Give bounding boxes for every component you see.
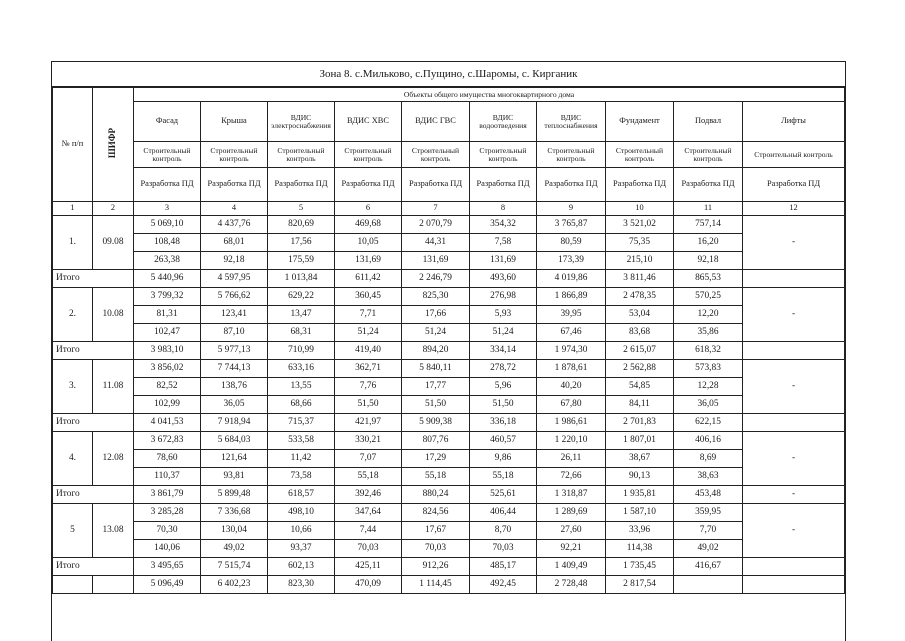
value-cell: 110,37 <box>134 468 201 486</box>
value-cell: 51,50 <box>470 396 537 414</box>
value-cell: 102,99 <box>134 396 201 414</box>
value-cell: 102,47 <box>134 324 201 342</box>
total-label: Итого <box>53 270 134 288</box>
total-value: 894,20 <box>402 342 470 360</box>
value-cell: 8,70 <box>470 522 537 540</box>
value-cell: 820,69 <box>268 216 335 234</box>
header-objects-title: Объекты общего имущества многоквартирного дома <box>134 88 845 102</box>
value-cell: 823,30 <box>268 576 335 594</box>
total-value: 334,14 <box>470 342 537 360</box>
control-label: Строительный контроль <box>268 142 335 168</box>
value-cell: 70,03 <box>470 540 537 558</box>
value-cell: 469,68 <box>335 216 402 234</box>
value-cell: 633,16 <box>268 360 335 378</box>
column-number: 1 <box>53 202 93 216</box>
total-value: 4 019,86 <box>537 270 606 288</box>
table-row <box>53 522 845 540</box>
value-cell: 130,04 <box>201 522 268 540</box>
value-cell: 825,30 <box>402 288 470 306</box>
value-cell: 93,81 <box>201 468 268 486</box>
total-value: 1 318,87 <box>537 486 606 504</box>
value-cell: 359,95 <box>674 504 743 522</box>
value-cell: 55,18 <box>470 468 537 486</box>
total-value: 3 861,79 <box>134 486 201 504</box>
value-cell: 5 766,62 <box>201 288 268 306</box>
total-row <box>53 486 845 504</box>
value-cell: 49,02 <box>674 540 743 558</box>
column-number: 10 <box>606 202 674 216</box>
column-header: Подвал <box>674 102 743 142</box>
control-label: Строительный контроль <box>674 142 743 168</box>
table-row <box>53 216 845 234</box>
value-cell: 824,56 <box>402 504 470 522</box>
value-cell: 17,56 <box>268 234 335 252</box>
dev-label: Разработка ПД <box>268 168 335 202</box>
value-cell: 83,68 <box>606 324 674 342</box>
row-number: 2. <box>53 288 93 342</box>
value-cell: 84,11 <box>606 396 674 414</box>
total-value: 710,99 <box>268 342 335 360</box>
row-number <box>53 576 93 594</box>
value-cell: 570,25 <box>674 288 743 306</box>
total-value: 336,18 <box>470 414 537 432</box>
value-cell: 92,21 <box>537 540 606 558</box>
value-cell: 5 684,03 <box>201 432 268 450</box>
value-cell: 67,46 <box>537 324 606 342</box>
row-number: 3. <box>53 360 93 414</box>
document-title: Зона 8. с.Мильково, с.Пущино, с.Шаромы, с. Кирганик <box>52 62 845 87</box>
value-cell: 11,42 <box>268 450 335 468</box>
column-number: 5 <box>268 202 335 216</box>
total-value: 2 615,07 <box>606 342 674 360</box>
column-header: Лифты <box>743 102 845 142</box>
value-cell: 276,98 <box>470 288 537 306</box>
value-cell: 51,24 <box>335 324 402 342</box>
value-cell: 362,71 <box>335 360 402 378</box>
value-cell: 87,10 <box>201 324 268 342</box>
value-cell: 53,04 <box>606 306 674 324</box>
total-value: 880,24 <box>402 486 470 504</box>
total-value: 392,46 <box>335 486 402 504</box>
value-cell: 2 562,88 <box>606 360 674 378</box>
value-cell: 354,32 <box>470 216 537 234</box>
value-cell: 5,96 <box>470 378 537 396</box>
total-value: 715,37 <box>268 414 335 432</box>
value-cell: 35,86 <box>674 324 743 342</box>
value-cell: 5 069,10 <box>134 216 201 234</box>
table-row <box>53 396 845 414</box>
column-header: ВДИС ХВС <box>335 102 402 142</box>
table-row <box>53 234 845 252</box>
value-cell: 6 402,23 <box>201 576 268 594</box>
value-cell: 360,45 <box>335 288 402 306</box>
total-value <box>743 558 845 576</box>
value-cell: 460,57 <box>470 432 537 450</box>
value-cell <box>743 576 845 594</box>
value-cell: 3 672,83 <box>134 432 201 450</box>
table-row <box>53 504 845 522</box>
value-cell: 7,44 <box>335 522 402 540</box>
total-value: 421,97 <box>335 414 402 432</box>
dev-label: Разработка ПД <box>335 168 402 202</box>
value-cell: 138,76 <box>201 378 268 396</box>
total-label: Итого <box>53 414 134 432</box>
value-cell: 68,66 <box>268 396 335 414</box>
value-cell: 330,21 <box>335 432 402 450</box>
value-cell: 54,85 <box>606 378 674 396</box>
value-cell: 498,10 <box>268 504 335 522</box>
value-cell: 81,31 <box>134 306 201 324</box>
table-row <box>53 360 845 378</box>
value-cell: 492,45 <box>470 576 537 594</box>
value-cell: 55,18 <box>335 468 402 486</box>
value-cell <box>674 576 743 594</box>
value-cell: 33,96 <box>606 522 674 540</box>
column-number: 9 <box>537 202 606 216</box>
value-cell: 13,55 <box>268 378 335 396</box>
total-value: 912,26 <box>402 558 470 576</box>
value-cell: 44,31 <box>402 234 470 252</box>
value-cell: 68,01 <box>201 234 268 252</box>
value-cell: 73,58 <box>268 468 335 486</box>
total-value: 5 977,13 <box>201 342 268 360</box>
value-cell: 7,70 <box>674 522 743 540</box>
value-cell: 140,06 <box>134 540 201 558</box>
value-cell: 114,38 <box>606 540 674 558</box>
value-cell: 7,76 <box>335 378 402 396</box>
lifts-value: - <box>743 360 845 414</box>
value-cell: 92,18 <box>674 252 743 270</box>
value-cell: 93,37 <box>268 540 335 558</box>
value-cell: 78,60 <box>134 450 201 468</box>
dev-label: Разработка ПД <box>201 168 268 202</box>
value-cell: 10,05 <box>335 234 402 252</box>
value-cell: 131,69 <box>335 252 402 270</box>
table-row <box>53 378 845 396</box>
value-cell: 39,95 <box>537 306 606 324</box>
value-cell: 40,20 <box>537 378 606 396</box>
value-cell: 17,29 <box>402 450 470 468</box>
total-row <box>53 414 845 432</box>
total-value: 7 515,74 <box>201 558 268 576</box>
total-value: 1 013,84 <box>268 270 335 288</box>
value-cell: 807,76 <box>402 432 470 450</box>
value-cell: 5,93 <box>470 306 537 324</box>
value-cell: 80,59 <box>537 234 606 252</box>
value-cell: 215,10 <box>606 252 674 270</box>
total-label: Итого <box>53 342 134 360</box>
row-code: 09.08 <box>93 216 134 270</box>
value-cell: 17,66 <box>402 306 470 324</box>
value-cell: 1 114,45 <box>402 576 470 594</box>
value-cell: 82,52 <box>134 378 201 396</box>
value-cell: 68,31 <box>268 324 335 342</box>
value-cell: 16,20 <box>674 234 743 252</box>
total-value <box>743 414 845 432</box>
value-cell: 70,30 <box>134 522 201 540</box>
value-cell: 12,20 <box>674 306 743 324</box>
control-label: Строительный контроль <box>470 142 537 168</box>
header-row-numbers <box>53 202 845 216</box>
value-cell: 3 856,02 <box>134 360 201 378</box>
table-row-partial <box>53 576 845 594</box>
value-cell: 17,77 <box>402 378 470 396</box>
value-cell: 1 866,89 <box>537 288 606 306</box>
total-value: 2 246,79 <box>402 270 470 288</box>
total-value: 2 701,83 <box>606 414 674 432</box>
total-value: 4 597,95 <box>201 270 268 288</box>
total-value: - <box>743 486 845 504</box>
total-value: 5 440,96 <box>134 270 201 288</box>
value-cell: 38,67 <box>606 450 674 468</box>
control-label: Строительный контроль <box>402 142 470 168</box>
table-row <box>53 450 845 468</box>
header-row-dev <box>53 168 845 202</box>
value-cell: 72,66 <box>537 468 606 486</box>
row-code: 10.08 <box>93 288 134 342</box>
row-code: 12.08 <box>93 432 134 486</box>
column-header: Фундамент <box>606 102 674 142</box>
total-value: 485,17 <box>470 558 537 576</box>
control-label: Строительный контроль <box>335 142 402 168</box>
dev-label: Разработка ПД <box>537 168 606 202</box>
total-label: Итого <box>53 558 134 576</box>
total-value: 416,67 <box>674 558 743 576</box>
total-value: 5 909,38 <box>402 414 470 432</box>
value-cell: 70,03 <box>402 540 470 558</box>
value-cell: 175,59 <box>268 252 335 270</box>
value-cell: 7,71 <box>335 306 402 324</box>
value-cell: 51,24 <box>470 324 537 342</box>
column-header: ВДИС ГВС <box>402 102 470 142</box>
value-cell: 92,18 <box>201 252 268 270</box>
row-code: 13.08 <box>93 504 134 558</box>
dev-label: Разработка ПД <box>674 168 743 202</box>
value-cell: 2 728,48 <box>537 576 606 594</box>
value-cell: 5 840,11 <box>402 360 470 378</box>
value-cell: 573,83 <box>674 360 743 378</box>
value-cell: 2 478,35 <box>606 288 674 306</box>
row-number: 1. <box>53 216 93 270</box>
value-cell: 38,63 <box>674 468 743 486</box>
value-cell: 10,66 <box>268 522 335 540</box>
lifts-value: - <box>743 432 845 486</box>
value-cell: 26,11 <box>537 450 606 468</box>
value-cell: 123,41 <box>201 306 268 324</box>
value-cell: 5 096,49 <box>134 576 201 594</box>
table-row <box>53 288 845 306</box>
column-number: 7 <box>402 202 470 216</box>
value-cell: 629,22 <box>268 288 335 306</box>
value-cell: 17,67 <box>402 522 470 540</box>
value-cell: 406,16 <box>674 432 743 450</box>
value-cell: 27,60 <box>537 522 606 540</box>
total-value: 1 986,61 <box>537 414 606 432</box>
total-value: 453,48 <box>674 486 743 504</box>
value-cell: 263,38 <box>134 252 201 270</box>
row-code: 11.08 <box>93 360 134 414</box>
column-number: 11 <box>674 202 743 216</box>
header-number-col: № п/п <box>53 88 93 202</box>
total-value: 1 735,45 <box>606 558 674 576</box>
value-cell: 173,39 <box>537 252 606 270</box>
total-row <box>53 270 845 288</box>
value-cell: 13,47 <box>268 306 335 324</box>
lifts-value: - <box>743 216 845 270</box>
value-cell: 55,18 <box>402 468 470 486</box>
row-number: 4. <box>53 432 93 486</box>
value-cell: 51,50 <box>335 396 402 414</box>
value-cell: 3 765,87 <box>537 216 606 234</box>
value-cell: 7 336,68 <box>201 504 268 522</box>
value-cell: 347,64 <box>335 504 402 522</box>
dev-label: Разработка ПД <box>743 168 845 202</box>
table-row <box>53 432 845 450</box>
total-value <box>743 270 845 288</box>
total-value <box>743 342 845 360</box>
value-cell: 108,48 <box>134 234 201 252</box>
column-header: Крыша <box>201 102 268 142</box>
value-cell: 278,72 <box>470 360 537 378</box>
value-cell: 75,35 <box>606 234 674 252</box>
value-cell: 12,28 <box>674 378 743 396</box>
control-label: Строительный контроль <box>201 142 268 168</box>
value-cell: 7,58 <box>470 234 537 252</box>
value-cell: 49,02 <box>201 540 268 558</box>
header-row-objects <box>53 88 845 102</box>
column-number: 4 <box>201 202 268 216</box>
column-number: 2 <box>93 202 134 216</box>
shifr-label: ШИФР <box>107 128 118 159</box>
total-value: 419,40 <box>335 342 402 360</box>
total-value: 3 495,65 <box>134 558 201 576</box>
value-cell: 51,50 <box>402 396 470 414</box>
table-row <box>53 468 845 486</box>
value-cell: 131,69 <box>470 252 537 270</box>
value-cell: 1 807,01 <box>606 432 674 450</box>
value-cell: 1 220,10 <box>537 432 606 450</box>
total-row <box>53 558 845 576</box>
value-cell: 70,03 <box>335 540 402 558</box>
value-cell: 8,69 <box>674 450 743 468</box>
estimate-table <box>52 87 845 594</box>
total-value: 1 409,49 <box>537 558 606 576</box>
total-label: Итого <box>53 486 134 504</box>
dev-label: Разработка ПД <box>134 168 201 202</box>
value-cell: 470,09 <box>335 576 402 594</box>
total-value: 611,42 <box>335 270 402 288</box>
value-cell: 3 285,28 <box>134 504 201 522</box>
value-cell: 3 521,02 <box>606 216 674 234</box>
total-value: 1 974,30 <box>537 342 606 360</box>
value-cell: 7 744,13 <box>201 360 268 378</box>
value-cell: 9,86 <box>470 450 537 468</box>
header-row-names <box>53 102 845 142</box>
dev-label: Разработка ПД <box>606 168 674 202</box>
value-cell: 2 817,54 <box>606 576 674 594</box>
total-value: 622,15 <box>674 414 743 432</box>
total-value: 865,53 <box>674 270 743 288</box>
value-cell: 67,80 <box>537 396 606 414</box>
column-header: ВДИС водоотведения <box>470 102 537 142</box>
value-cell: 36,05 <box>201 396 268 414</box>
value-cell: 121,64 <box>201 450 268 468</box>
total-value: 618,57 <box>268 486 335 504</box>
dev-label: Разработка ПД <box>402 168 470 202</box>
table-row <box>53 324 845 342</box>
table-row <box>53 252 845 270</box>
scanned-document <box>51 61 846 641</box>
column-number: 6 <box>335 202 402 216</box>
total-value: 602,13 <box>268 558 335 576</box>
total-value: 525,61 <box>470 486 537 504</box>
value-cell: 36,05 <box>674 396 743 414</box>
value-cell: 757,14 <box>674 216 743 234</box>
value-cell: 4 437,76 <box>201 216 268 234</box>
table-body <box>53 88 845 594</box>
total-value: 4 041,53 <box>134 414 201 432</box>
row-number: 5 <box>53 504 93 558</box>
column-header: Фасад <box>134 102 201 142</box>
value-cell: 90,13 <box>606 468 674 486</box>
value-cell: 1 587,10 <box>606 504 674 522</box>
lifts-value: - <box>743 288 845 342</box>
total-value: 3 811,46 <box>606 270 674 288</box>
total-value: 425,11 <box>335 558 402 576</box>
value-cell: 131,69 <box>402 252 470 270</box>
value-cell: 3 799,32 <box>134 288 201 306</box>
column-number: 12 <box>743 202 845 216</box>
value-cell: 533,58 <box>268 432 335 450</box>
total-row <box>53 342 845 360</box>
control-label: Строительный контроль <box>743 142 845 168</box>
header-row-control <box>53 142 845 168</box>
value-cell: 1 878,61 <box>537 360 606 378</box>
total-value: 618,32 <box>674 342 743 360</box>
value-cell: 1 289,69 <box>537 504 606 522</box>
total-value: 3 983,10 <box>134 342 201 360</box>
column-header: ВДИС электроснабжения <box>268 102 335 142</box>
value-cell: 51,24 <box>402 324 470 342</box>
header-shifr-col <box>93 88 134 202</box>
row-code <box>93 576 134 594</box>
value-cell: 7,07 <box>335 450 402 468</box>
lifts-value: - <box>743 504 845 558</box>
column-number: 8 <box>470 202 537 216</box>
total-value: 493,60 <box>470 270 537 288</box>
total-value: 5 899,48 <box>201 486 268 504</box>
control-label: Строительный контроль <box>606 142 674 168</box>
value-cell: 2 070,79 <box>402 216 470 234</box>
total-value: 7 918,94 <box>201 414 268 432</box>
control-label: Строительный контроль <box>537 142 606 168</box>
value-cell: 406,44 <box>470 504 537 522</box>
column-number: 3 <box>134 202 201 216</box>
table-row <box>53 540 845 558</box>
total-value: 1 935,81 <box>606 486 674 504</box>
table-row <box>53 306 845 324</box>
column-header: ВДИС теплоснабжения <box>537 102 606 142</box>
control-label: Строительный контроль <box>134 142 201 168</box>
dev-label: Разработка ПД <box>470 168 537 202</box>
